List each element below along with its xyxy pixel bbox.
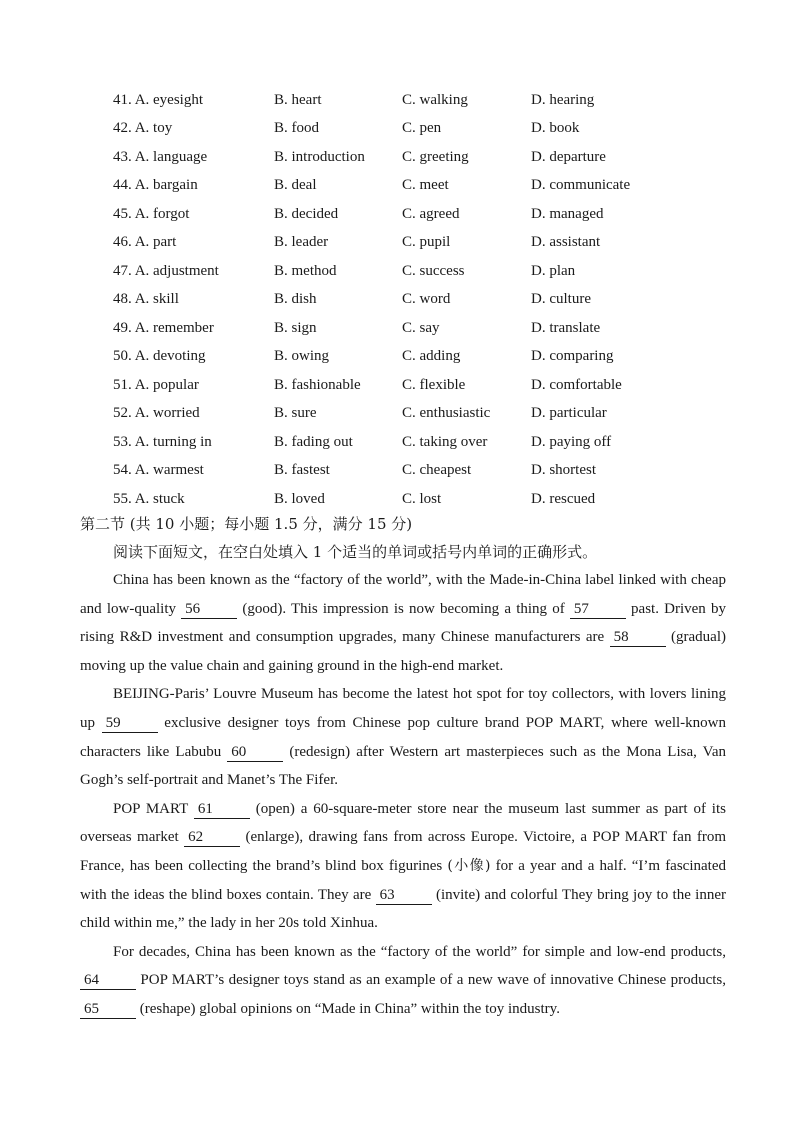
option-a	[113, 377, 274, 394]
option-d: D. translate	[531, 319, 601, 336]
option-c: C. lost	[402, 490, 442, 507]
question-number: 53.	[113, 433, 132, 450]
option-text: A. eyesight	[134, 91, 204, 108]
option-a	[113, 291, 274, 308]
option-c: C. pen	[402, 120, 442, 137]
question-number: 55.	[113, 490, 132, 507]
option-d: D. plan	[531, 262, 576, 279]
question-number: 49.	[113, 319, 132, 336]
option-b: B. decided	[274, 205, 339, 222]
blank-57[interactable]: 57	[570, 601, 626, 619]
option-c: C. cheapest	[402, 462, 472, 479]
option-d: D. book	[531, 120, 580, 137]
option-row	[113, 400, 673, 429]
option-a	[113, 462, 274, 479]
option-a	[113, 491, 274, 508]
paragraph-1	[80, 566, 726, 680]
option-text: A. turning in	[134, 433, 212, 450]
option-d: D. managed	[531, 205, 604, 222]
option-b: B. method	[274, 262, 337, 279]
option-row	[113, 428, 673, 457]
options-table	[113, 86, 673, 514]
option-a	[113, 149, 274, 166]
text: For decades, China has been known as the “factory of the world” for simple and low-end products,	[113, 943, 726, 960]
blank-58[interactable]: 58	[610, 629, 666, 647]
option-b: B. dish	[274, 291, 317, 308]
option-b: B. fashionable	[274, 376, 361, 393]
option-text: A. worried	[134, 405, 200, 422]
option-a	[113, 206, 274, 223]
option-d: D. paying off	[531, 433, 612, 450]
paragraph-4	[80, 938, 726, 1024]
text: for a year and a half. “I’m fascinated with the ideas the blind boxes contain. They are	[80, 857, 726, 903]
blank-61[interactable]: 61	[194, 801, 250, 819]
option-row	[113, 200, 673, 229]
passage	[80, 566, 726, 1024]
option-b: B. sure	[274, 405, 317, 422]
option-c: C. walking	[402, 91, 468, 108]
option-row	[113, 115, 673, 144]
question-number: 51.	[113, 376, 132, 393]
option-c: C. meet	[402, 177, 449, 194]
question-number: 47.	[113, 262, 132, 279]
blank-60[interactable]: 60	[227, 744, 283, 762]
option-b: B. heart	[274, 91, 322, 108]
option-a	[113, 405, 274, 422]
question-number: 52.	[113, 405, 132, 422]
option-c: C. word	[402, 291, 451, 308]
text: (invite) and colorful They bring joy to the inner child within me,” the lady in her 20s told Xinhua.	[80, 886, 726, 932]
option-a	[113, 92, 274, 109]
option-row	[113, 286, 673, 315]
question-number: 45.	[113, 205, 132, 222]
option-b: B. introduction	[274, 148, 365, 165]
option-text: A. adjustment	[134, 262, 219, 279]
option-text: A. stuck	[134, 490, 185, 507]
option-text: A. language	[134, 148, 208, 165]
option-b: B. sign	[274, 319, 317, 336]
option-d: D. shortest	[531, 462, 596, 479]
option-b: B. deal	[274, 177, 317, 194]
section-title: 第二节 (共 10 小题；每小题 1.5 分，满分 15 分)	[80, 515, 413, 533]
option-a	[113, 434, 274, 451]
option-b: B. fading out	[274, 433, 353, 450]
option-c: C. agreed	[402, 205, 460, 222]
question-number: 48.	[113, 291, 132, 308]
option-row	[113, 172, 673, 201]
text: (enlarge), drawing fans from across Europe. Victoire, a POP MART fan from France, has been collecting the brand’s blind box figurines	[80, 829, 726, 874]
option-text: A. part	[134, 234, 177, 251]
option-row	[113, 229, 673, 258]
option-b: B. fastest	[274, 462, 330, 479]
option-a	[113, 263, 274, 280]
option-row	[113, 343, 673, 372]
text: POP MART’s designer toys stand as an example of a new wave of innovative Chinese products,	[136, 972, 726, 989]
option-d: D. assistant	[531, 234, 601, 251]
option-text: A. warmest	[134, 462, 204, 479]
option-a	[113, 348, 274, 365]
option-a	[113, 320, 274, 337]
text: (redesign) after Western art masterpieces such as the Mona Lisa, Van Gogh’s self-portrait and Manet’s The Fifer.	[80, 743, 726, 789]
option-c: C. adding	[402, 348, 461, 365]
option-d: D. communicate	[531, 177, 631, 194]
option-c: C. flexible	[402, 376, 466, 393]
text: BEIJING-Paris’ Louvre Museum has become the latest hot spot for toy collectors, with lovers lining up	[80, 686, 726, 731]
question-number: 43.	[113, 148, 132, 165]
option-text: A. bargain	[134, 177, 198, 194]
text: POP MART	[113, 800, 194, 817]
option-c: C. pupil	[402, 234, 451, 251]
text: (gradual) moving up the value chain and gaining ground in the high-end market.	[80, 629, 726, 674]
option-d: D. rescued	[531, 490, 596, 507]
option-row	[113, 314, 673, 343]
option-a	[113, 120, 274, 137]
option-d: D. hearing	[531, 91, 595, 108]
option-d: D. departure	[531, 148, 606, 165]
question-number: 42.	[113, 120, 132, 137]
text: exclusive designer toys from Chinese pop culture brand POP MART, where well-known characters like Labubu	[80, 714, 727, 760]
text: (reshape) global opinions on “Made in China” within the toy industry.	[136, 1000, 560, 1017]
option-row	[113, 143, 673, 172]
paragraph-2	[80, 680, 726, 794]
blank-64[interactable]: 64	[80, 972, 136, 990]
text: China has been known as the “factory of the world”, with the Made-in-China label linked with cheap and low-quality	[80, 572, 726, 617]
option-text: A. skill	[134, 291, 179, 308]
option-text: A. popular	[134, 376, 199, 393]
option-text: A. forgot	[134, 205, 190, 222]
option-text: A. devoting	[134, 348, 206, 365]
question-number: 46.	[113, 234, 132, 251]
blank-65[interactable]: 65	[80, 1001, 136, 1019]
blank-56[interactable]: 56	[181, 601, 237, 619]
paragraph-3	[80, 795, 726, 938]
option-b: B. food	[274, 120, 319, 137]
option-c: C. say	[402, 319, 440, 336]
option-row	[113, 485, 673, 514]
option-c: C. greeting	[402, 148, 469, 165]
section-instruction: 阅读下面短文，在空白处填入 1 个适当的单词或括号内单词的正确形式。	[113, 543, 598, 561]
option-a	[113, 177, 274, 194]
option-c: C. enthusiastic	[402, 405, 491, 422]
question-number: 50.	[113, 348, 132, 365]
option-d: D. comfortable	[531, 376, 622, 393]
blank-59[interactable]: 59	[102, 715, 158, 733]
blank-62[interactable]: 62	[184, 829, 240, 847]
question-number: 41.	[113, 91, 132, 108]
text: (good). This impression is now becoming a thing of	[237, 600, 570, 617]
option-row	[113, 371, 673, 400]
option-a	[113, 234, 274, 251]
blank-63[interactable]: 63	[376, 887, 432, 905]
option-c: C. success	[402, 262, 465, 279]
option-row	[113, 257, 673, 286]
option-d: D. comparing	[531, 348, 614, 365]
chinese-hint: (小像)	[447, 857, 491, 874]
option-b: B. loved	[274, 490, 325, 507]
option-d: D. particular	[531, 405, 607, 422]
text: (open) a 60-square-meter store near the museum last summer as part of its overseas market	[80, 800, 726, 846]
question-number: 54.	[113, 462, 132, 479]
option-row	[113, 457, 673, 486]
question-number: 44.	[113, 177, 132, 194]
option-d: D. culture	[531, 291, 591, 308]
option-b: B. owing	[274, 348, 330, 365]
option-text: A. toy	[134, 120, 173, 137]
text: past. Driven by rising R&D investment and consumption upgrades, many Chinese manufacturers are	[80, 600, 726, 646]
option-b: B. leader	[274, 234, 329, 251]
option-c: C. taking over	[402, 433, 488, 450]
option-text: A. remember	[134, 319, 214, 336]
option-row	[113, 86, 673, 115]
